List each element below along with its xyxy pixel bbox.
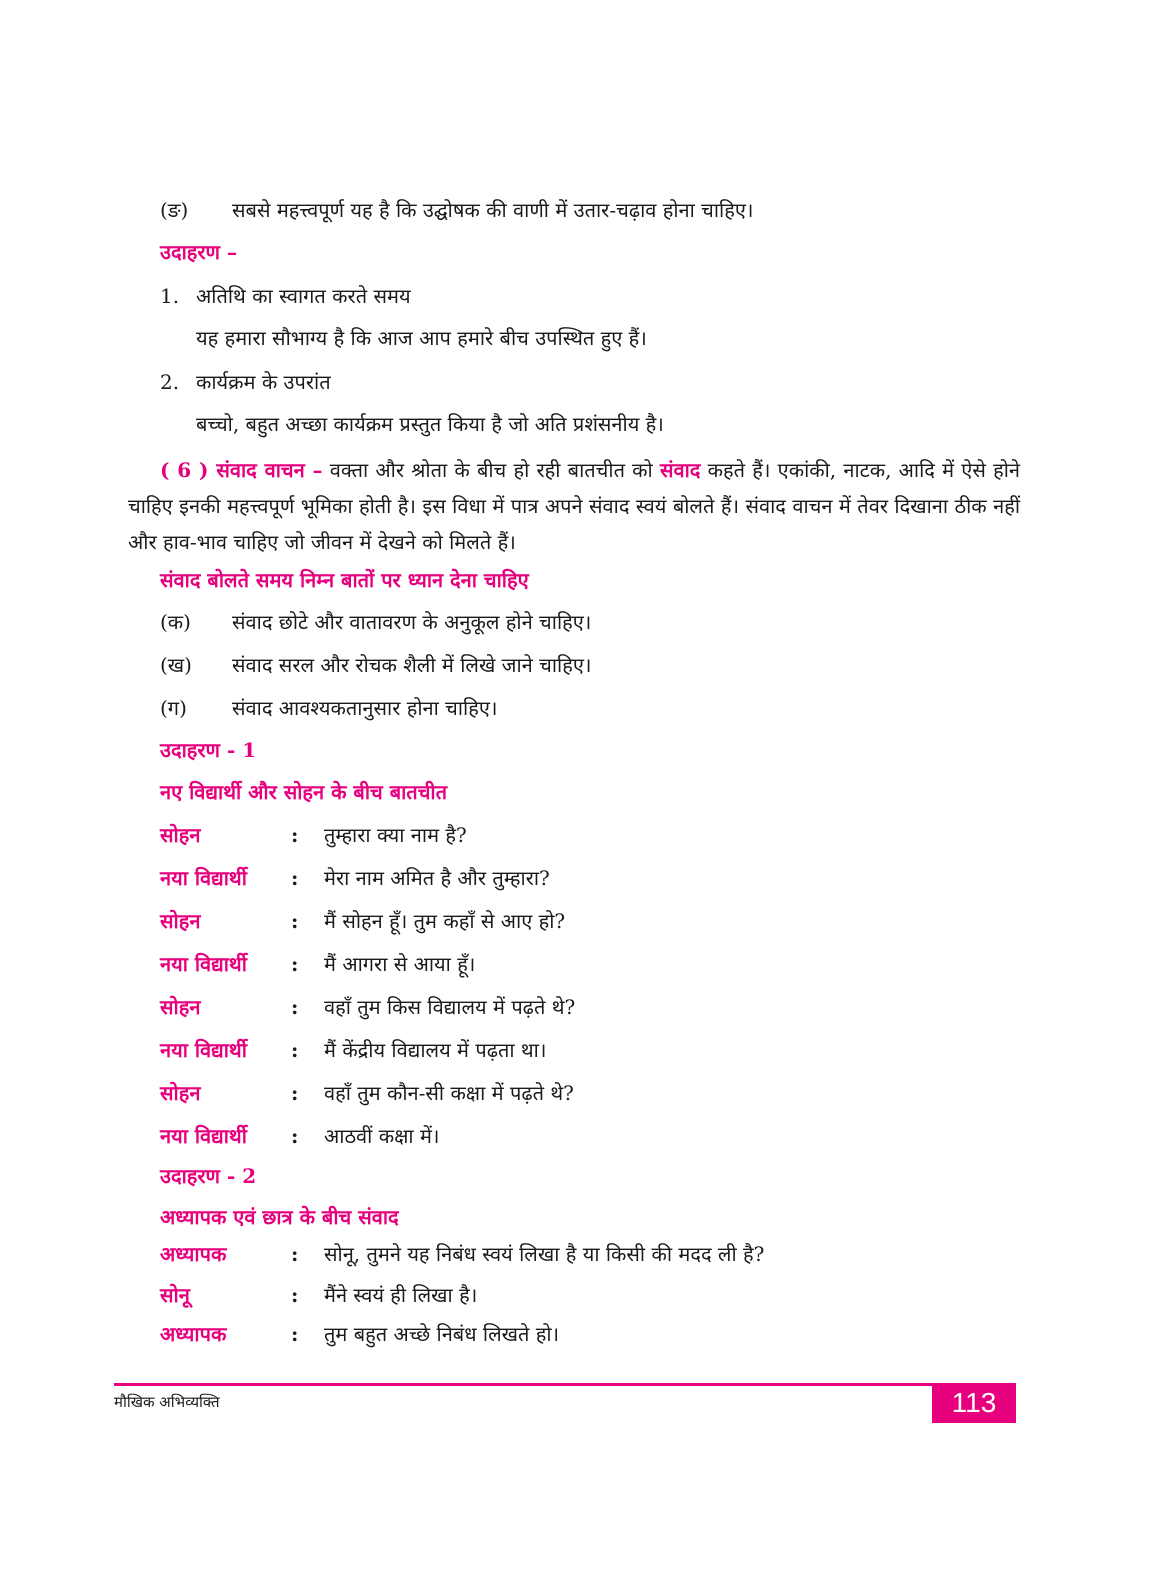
example-label: उदाहरण - 1 <box>160 738 257 762</box>
dialogue-text: सोनू, तुमने यह निबंध स्वयं लिखा है या किसी की मदद ली है? <box>324 1242 765 1266</box>
point-text: संवाद छोटे और वातावरण के अनुकूल होने चाहिए। <box>232 610 592 634</box>
dialogue-text: मेरा नाम अमित है और तुम्हारा? <box>324 866 550 890</box>
footer-rule <box>114 1383 932 1386</box>
dialogue-speaker: नया विद्यार्थी <box>160 1124 247 1148</box>
example-title: कार्यक्रम के उपरांत <box>196 370 331 394</box>
dialogue-colon: : <box>291 1322 299 1346</box>
dialogue-colon: : <box>291 823 299 847</box>
dialogue-title: नए विद्यार्थी और सोहन के बीच बातचीत <box>160 780 447 804</box>
dialogue-text: मैं आगरा से आया हूँ। <box>324 952 476 976</box>
dialogue-speaker: अध्यापक <box>160 1322 227 1346</box>
example-number: 1. <box>160 284 180 308</box>
dialogue-text: तुम्हारा क्या नाम है? <box>324 823 467 847</box>
dialogue-text: तुम बहुत अच्छे निबंध लिखते हो। <box>324 1322 560 1346</box>
dialogue-speaker: सोहन <box>160 823 201 847</box>
point-text: संवाद आवश्यकतानुसार होना चाहिए। <box>232 696 498 720</box>
dialogue-colon: : <box>291 1283 299 1307</box>
example-label: उदाहरण - 2 <box>160 1164 257 1188</box>
dialogue-text: वहाँ तुम कौन-सी कक्षा में पढ़ते थे? <box>324 1081 574 1105</box>
dialogue-colon: : <box>291 1081 299 1105</box>
item-text: सबसे महत्त्वपूर्ण यह है कि उद्घोषक की वाणी में उतार-चढ़ाव होना चाहिए। <box>232 198 754 222</box>
dialogue-title: अध्यापक एवं छात्र के बीच संवाद <box>160 1205 399 1229</box>
dialogue-colon: : <box>291 952 299 976</box>
section-heading: ( 6 ) संवाद वाचन – <box>160 458 323 482</box>
dialogue-speaker: अध्यापक <box>160 1242 227 1266</box>
dialogue-speaker: सोनू <box>160 1283 190 1307</box>
dialogue-colon: : <box>291 995 299 1019</box>
section-paragraph <box>128 452 1020 560</box>
point-text: संवाद सरल और रोचक शैली में लिखे जाने चाहिए। <box>232 653 592 677</box>
points-heading: संवाद बोलते समय निम्न बातों पर ध्यान देना चाहिए <box>160 568 529 592</box>
dialogue-colon: : <box>291 909 299 933</box>
page-number: 113 <box>932 1383 1016 1423</box>
item-marker: (ङ) <box>160 198 189 222</box>
example-heading: उदाहरण – <box>160 240 237 264</box>
dialogue-speaker: सोहन <box>160 995 201 1019</box>
example-text: यह हमारा सौभाग्य है कि आज आप हमारे बीच उपस्थित हुए हैं। <box>196 326 647 350</box>
dialogue-speaker: नया विद्यार्थी <box>160 866 247 890</box>
example-text: बच्चो, बहुत अच्छा कार्यक्रम प्रस्तुत किया है जो अति प्रशंसनीय है। <box>196 412 664 436</box>
example-number: 2. <box>160 370 180 394</box>
dialogue-colon: : <box>291 1242 299 1266</box>
paragraph-text: कहते हैं। एकांकी, नाटक, आदि में ऐसे होने चाहिए इनकी महत्त्वपूर्ण भूमिका होती है। इस विधा में पात्र अपने संवाद स्वयं बोलते हैं। संवाद वाचन में तेवर दिखाना ठीक नहीं और हाव-भाव चाहिए जो जीवन में देखने को मिलते हैं। <box>128 458 1020 554</box>
paragraph-text: वक्ता और श्रोता के बीच हो रही बातचीत को <box>322 458 660 482</box>
footer-chapter-title: मौखिक अभिव्यक्ति <box>114 1393 220 1411</box>
dialogue-colon: : <box>291 866 299 890</box>
paragraph-keyword: संवाद <box>659 458 701 482</box>
dialogue-text: आठवीं कक्षा में। <box>324 1124 440 1148</box>
dialogue-speaker: नया विद्यार्थी <box>160 952 247 976</box>
dialogue-text: मैं सोहन हूँ। तुम कहाँ से आए हो? <box>324 909 566 933</box>
dialogue-speaker: सोहन <box>160 909 201 933</box>
dialogue-text: वहाँ तुम किस विद्यालय में पढ़ते थे? <box>324 995 576 1019</box>
example-title: अतिथि का स्वागत करते समय <box>196 284 411 308</box>
point-marker: (क) <box>160 610 191 634</box>
dialogue-speaker: सोहन <box>160 1081 201 1105</box>
dialogue-text: मैं केंद्रीय विद्यालय में पढ़ता था। <box>324 1038 547 1062</box>
dialogue-speaker: नया विद्यार्थी <box>160 1038 247 1062</box>
point-marker: (ग) <box>160 696 187 720</box>
dialogue-text: मैंने स्वयं ही लिखा है। <box>324 1283 478 1307</box>
point-marker: (ख) <box>160 653 192 677</box>
dialogue-colon: : <box>291 1038 299 1062</box>
dialogue-colon: : <box>291 1124 299 1148</box>
